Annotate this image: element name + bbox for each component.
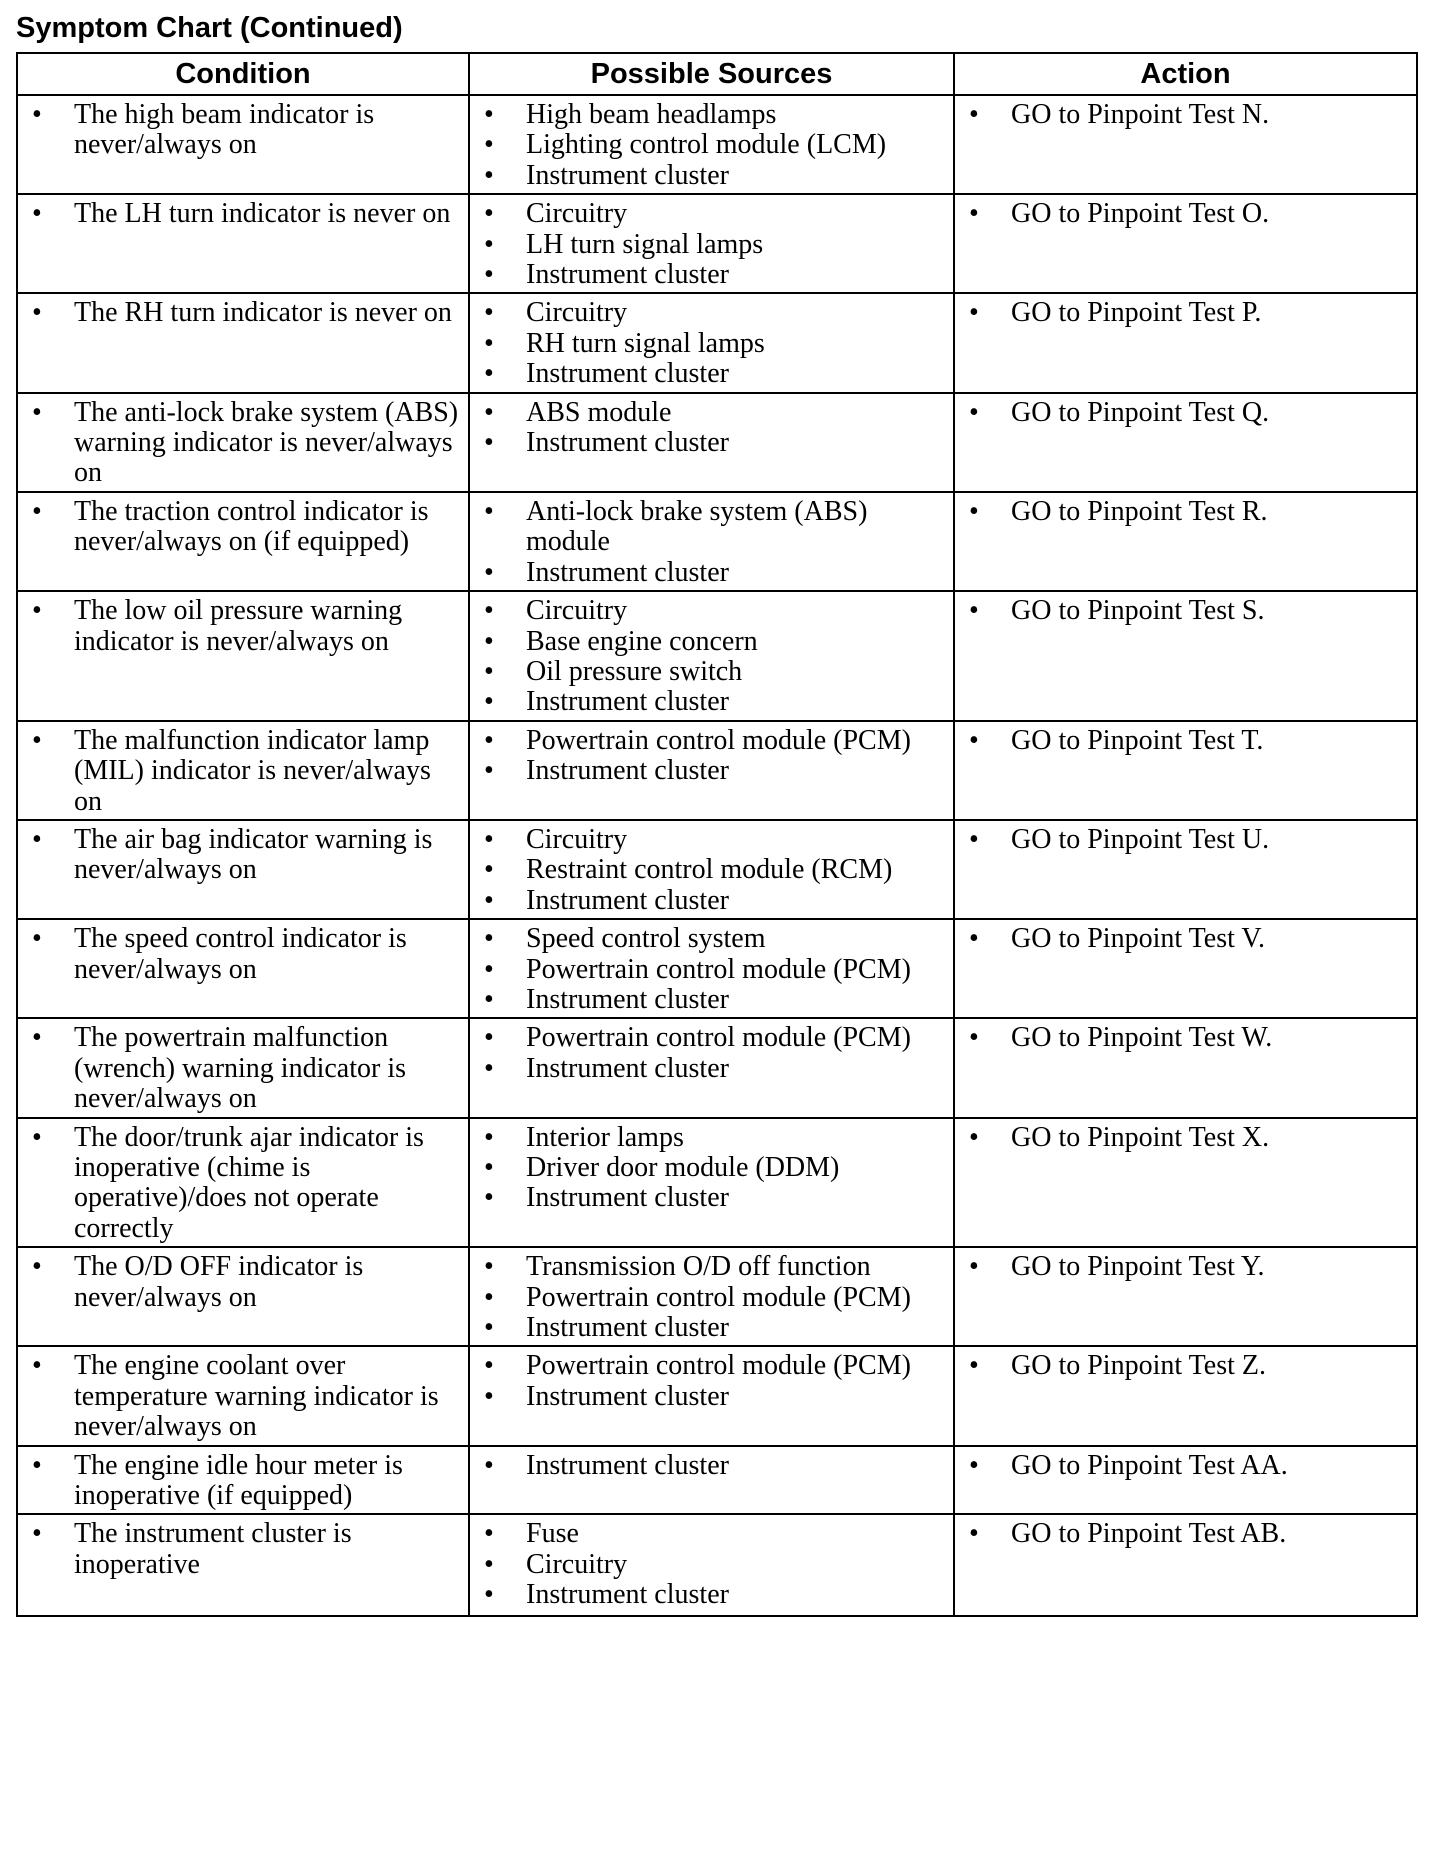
possible-source-item: • Instrument cluster bbox=[470, 985, 947, 1015]
possible-sources-list bbox=[470, 1023, 947, 1084]
possible-source-item: • Oil pressure switch bbox=[470, 657, 947, 687]
possible-sources-cell bbox=[469, 919, 954, 1018]
action-list bbox=[955, 199, 1410, 229]
possible-sources-cell bbox=[469, 95, 954, 194]
table-row bbox=[17, 1247, 1417, 1346]
table-body bbox=[17, 95, 1417, 1616]
table-row bbox=[17, 820, 1417, 919]
condition-cell bbox=[17, 1247, 469, 1346]
possible-source-item: • Instrument cluster bbox=[470, 1183, 947, 1213]
action-text: • GO to Pinpoint Test AA. bbox=[955, 1451, 1410, 1481]
condition-cell bbox=[17, 293, 469, 392]
action-list bbox=[955, 825, 1410, 855]
possible-sources-list bbox=[470, 1351, 947, 1412]
possible-source-item: • ABS module bbox=[470, 398, 947, 428]
action-cell bbox=[954, 1018, 1417, 1117]
possible-sources-list bbox=[470, 596, 947, 718]
condition-text: • The RH turn indicator is never on bbox=[18, 298, 462, 328]
page-title: Symptom Chart (Continued) bbox=[16, 12, 403, 44]
action-list bbox=[955, 497, 1410, 527]
possible-source-item: • Instrument cluster bbox=[470, 161, 947, 191]
action-text: • GO to Pinpoint Test N. bbox=[955, 100, 1410, 130]
action-list bbox=[955, 596, 1410, 626]
possible-source-item: • Instrument cluster bbox=[470, 687, 947, 717]
condition-list bbox=[18, 1252, 462, 1313]
condition-list bbox=[18, 298, 462, 328]
possible-source-item: • Instrument cluster bbox=[470, 886, 947, 916]
action-cell bbox=[954, 1118, 1417, 1248]
condition-text: • The engine idle hour meter is inoperative (if equipped) bbox=[18, 1451, 462, 1512]
possible-source-item: • Instrument cluster bbox=[470, 1382, 947, 1412]
table-row bbox=[17, 393, 1417, 492]
table-row bbox=[17, 721, 1417, 820]
possible-source-item: • Instrument cluster bbox=[470, 558, 947, 588]
possible-source-item: • LH turn signal lamps bbox=[470, 230, 947, 260]
possible-sources-cell bbox=[469, 293, 954, 392]
possible-source-item: • Instrument cluster bbox=[470, 260, 947, 290]
table-row bbox=[17, 95, 1417, 194]
condition-list bbox=[18, 497, 462, 558]
possible-source-item: • Circuitry bbox=[470, 825, 947, 855]
action-cell bbox=[954, 492, 1417, 591]
possible-sources-cell bbox=[469, 393, 954, 492]
condition-list bbox=[18, 1351, 462, 1442]
action-cell bbox=[954, 591, 1417, 721]
action-text: • GO to Pinpoint Test P. bbox=[955, 298, 1410, 328]
condition-list bbox=[18, 596, 462, 657]
action-text: • GO to Pinpoint Test AB. bbox=[955, 1519, 1410, 1549]
possible-sources-cell bbox=[469, 820, 954, 919]
possible-sources-list bbox=[470, 199, 947, 290]
possible-source-item: • Transmission O/D off function bbox=[470, 1252, 947, 1282]
possible-sources-list bbox=[470, 726, 947, 787]
table-row bbox=[17, 1446, 1417, 1515]
action-list bbox=[955, 1519, 1410, 1549]
action-list bbox=[955, 298, 1410, 328]
possible-source-item: • Powertrain control module (PCM) bbox=[470, 1023, 947, 1053]
header-row bbox=[17, 53, 1417, 95]
condition-list bbox=[18, 1123, 462, 1245]
condition-cell bbox=[17, 492, 469, 591]
possible-source-item: • Instrument cluster bbox=[470, 428, 947, 458]
possible-sources-cell bbox=[469, 721, 954, 820]
possible-sources-list bbox=[470, 398, 947, 459]
condition-cell bbox=[17, 1118, 469, 1248]
possible-source-item: • Anti-lock brake system (ABS) module bbox=[470, 497, 947, 558]
table-row bbox=[17, 919, 1417, 1018]
action-list bbox=[955, 726, 1410, 756]
possible-sources-list bbox=[470, 497, 947, 588]
possible-sources-cell bbox=[469, 492, 954, 591]
possible-source-item: • Base engine concern bbox=[470, 627, 947, 657]
action-cell bbox=[954, 1514, 1417, 1615]
condition-text: • The low oil pressure warning indicator is never/always on bbox=[18, 596, 462, 657]
condition-list bbox=[18, 398, 462, 489]
condition-list bbox=[18, 726, 462, 817]
action-text: • GO to Pinpoint Test W. bbox=[955, 1023, 1410, 1053]
action-cell bbox=[954, 1247, 1417, 1346]
possible-sources-cell bbox=[469, 1247, 954, 1346]
condition-text: • The engine coolant over temperature warning indicator is never/always on bbox=[18, 1351, 462, 1442]
condition-list bbox=[18, 100, 462, 161]
table-row bbox=[17, 1118, 1417, 1248]
action-list bbox=[955, 1451, 1410, 1481]
condition-text: • The O/D OFF indicator is never/always on bbox=[18, 1252, 462, 1313]
action-text: • GO to Pinpoint Test S. bbox=[955, 596, 1410, 626]
action-list bbox=[955, 1123, 1410, 1153]
possible-source-item: • Instrument cluster bbox=[470, 1054, 947, 1084]
condition-cell bbox=[17, 393, 469, 492]
condition-cell bbox=[17, 591, 469, 721]
condition-text: • The air bag indicator warning is never/always on bbox=[18, 825, 462, 886]
possible-sources-list bbox=[470, 825, 947, 916]
condition-text: • The LH turn indicator is never on bbox=[18, 199, 462, 229]
condition-cell bbox=[17, 820, 469, 919]
action-cell bbox=[954, 820, 1417, 919]
condition-list bbox=[18, 1519, 462, 1580]
table-row bbox=[17, 492, 1417, 591]
possible-source-item: • Instrument cluster bbox=[470, 756, 947, 786]
condition-text: • The anti-lock brake system (ABS) warning indicator is never/always on bbox=[18, 398, 462, 489]
condition-list bbox=[18, 825, 462, 886]
possible-sources-list bbox=[470, 100, 947, 191]
header-action: Action bbox=[954, 53, 1417, 95]
action-cell bbox=[954, 919, 1417, 1018]
possible-source-item: • Circuitry bbox=[470, 199, 947, 229]
possible-source-item: • RH turn signal lamps bbox=[470, 329, 947, 359]
possible-sources-list bbox=[470, 1519, 947, 1610]
condition-text: • The traction control indicator is never/always on (if equipped) bbox=[18, 497, 462, 558]
action-cell bbox=[954, 1446, 1417, 1515]
symptom-table bbox=[16, 52, 1418, 1617]
table-row bbox=[17, 1514, 1417, 1615]
possible-source-item: • Interior lamps bbox=[470, 1123, 947, 1153]
possible-source-item: • Powertrain control module (PCM) bbox=[470, 955, 947, 985]
possible-sources-list bbox=[470, 924, 947, 1015]
action-cell bbox=[954, 95, 1417, 194]
possible-sources-list bbox=[470, 1252, 947, 1343]
action-text: • GO to Pinpoint Test U. bbox=[955, 825, 1410, 855]
header-condition: Condition bbox=[17, 53, 469, 95]
possible-source-item: • Lighting control module (LCM) bbox=[470, 130, 947, 160]
possible-sources-cell bbox=[469, 1514, 954, 1615]
condition-cell bbox=[17, 1446, 469, 1515]
table-row bbox=[17, 293, 1417, 392]
action-cell bbox=[954, 721, 1417, 820]
condition-list bbox=[18, 199, 462, 229]
possible-sources-list bbox=[470, 1123, 947, 1214]
action-text: • GO to Pinpoint Test V. bbox=[955, 924, 1410, 954]
condition-text: • The instrument cluster is inoperative bbox=[18, 1519, 462, 1580]
condition-cell bbox=[17, 1018, 469, 1117]
possible-source-item: • Instrument cluster bbox=[470, 1580, 947, 1610]
action-cell bbox=[954, 1346, 1417, 1445]
possible-source-item: • Instrument cluster bbox=[470, 359, 947, 389]
possible-source-item: • Powertrain control module (PCM) bbox=[470, 1351, 947, 1381]
possible-source-item: • Circuitry bbox=[470, 1550, 947, 1580]
action-text: • GO to Pinpoint Test O. bbox=[955, 199, 1410, 229]
action-text: • GO to Pinpoint Test Y. bbox=[955, 1252, 1410, 1282]
possible-source-item: • Instrument cluster bbox=[470, 1451, 947, 1481]
possible-source-item: • Restraint control module (RCM) bbox=[470, 855, 947, 885]
action-text: • GO to Pinpoint Test T. bbox=[955, 726, 1410, 756]
table-row bbox=[17, 194, 1417, 293]
possible-source-item: • Fuse bbox=[470, 1519, 947, 1549]
possible-source-item: • Speed control system bbox=[470, 924, 947, 954]
possible-sources-cell bbox=[469, 1446, 954, 1515]
condition-cell bbox=[17, 721, 469, 820]
action-list bbox=[955, 924, 1410, 954]
action-list bbox=[955, 100, 1410, 130]
action-cell bbox=[954, 393, 1417, 492]
condition-list bbox=[18, 1451, 462, 1512]
condition-text: • The powertrain malfunction (wrench) warning indicator is never/always on bbox=[18, 1023, 462, 1114]
action-list bbox=[955, 1351, 1410, 1381]
action-list bbox=[955, 1252, 1410, 1282]
possible-sources-cell bbox=[469, 1346, 954, 1445]
condition-list bbox=[18, 1023, 462, 1114]
possible-source-item: • Powertrain control module (PCM) bbox=[470, 726, 947, 756]
condition-cell bbox=[17, 1514, 469, 1615]
possible-source-item: • Circuitry bbox=[470, 596, 947, 626]
action-text: • GO to Pinpoint Test R. bbox=[955, 497, 1410, 527]
header-possible-sources: Possible Sources bbox=[469, 53, 954, 95]
condition-cell bbox=[17, 194, 469, 293]
condition-cell bbox=[17, 95, 469, 194]
condition-text: • The high beam indicator is never/always on bbox=[18, 100, 462, 161]
action-text: • GO to Pinpoint Test Q. bbox=[955, 398, 1410, 428]
action-cell bbox=[954, 194, 1417, 293]
possible-sources-list bbox=[470, 298, 947, 389]
possible-source-item: • Driver door module (DDM) bbox=[470, 1153, 947, 1183]
condition-list bbox=[18, 924, 462, 985]
action-text: • GO to Pinpoint Test Z. bbox=[955, 1351, 1410, 1381]
condition-text: • The door/trunk ajar indicator is inoperative (chime is operative)/does not operate correctly bbox=[18, 1123, 462, 1245]
possible-source-item: • Circuitry bbox=[470, 298, 947, 328]
possible-sources-cell bbox=[469, 1018, 954, 1117]
possible-sources-cell bbox=[469, 1118, 954, 1248]
possible-source-item: • High beam headlamps bbox=[470, 100, 947, 130]
table-row bbox=[17, 1346, 1417, 1445]
condition-text: • The malfunction indicator lamp (MIL) indicator is never/always on bbox=[18, 726, 462, 817]
table-row bbox=[17, 1018, 1417, 1117]
possible-source-item: • Powertrain control module (PCM) bbox=[470, 1283, 947, 1313]
action-cell bbox=[954, 293, 1417, 392]
possible-sources-cell bbox=[469, 591, 954, 721]
possible-source-item: • Instrument cluster bbox=[470, 1313, 947, 1343]
possible-sources-cell bbox=[469, 194, 954, 293]
condition-text: • The speed control indicator is never/always on bbox=[18, 924, 462, 985]
action-list bbox=[955, 398, 1410, 428]
possible-sources-list bbox=[470, 1451, 947, 1481]
condition-cell bbox=[17, 1346, 469, 1445]
condition-cell bbox=[17, 919, 469, 1018]
action-text: • GO to Pinpoint Test X. bbox=[955, 1123, 1410, 1153]
action-list bbox=[955, 1023, 1410, 1053]
table-row bbox=[17, 591, 1417, 721]
